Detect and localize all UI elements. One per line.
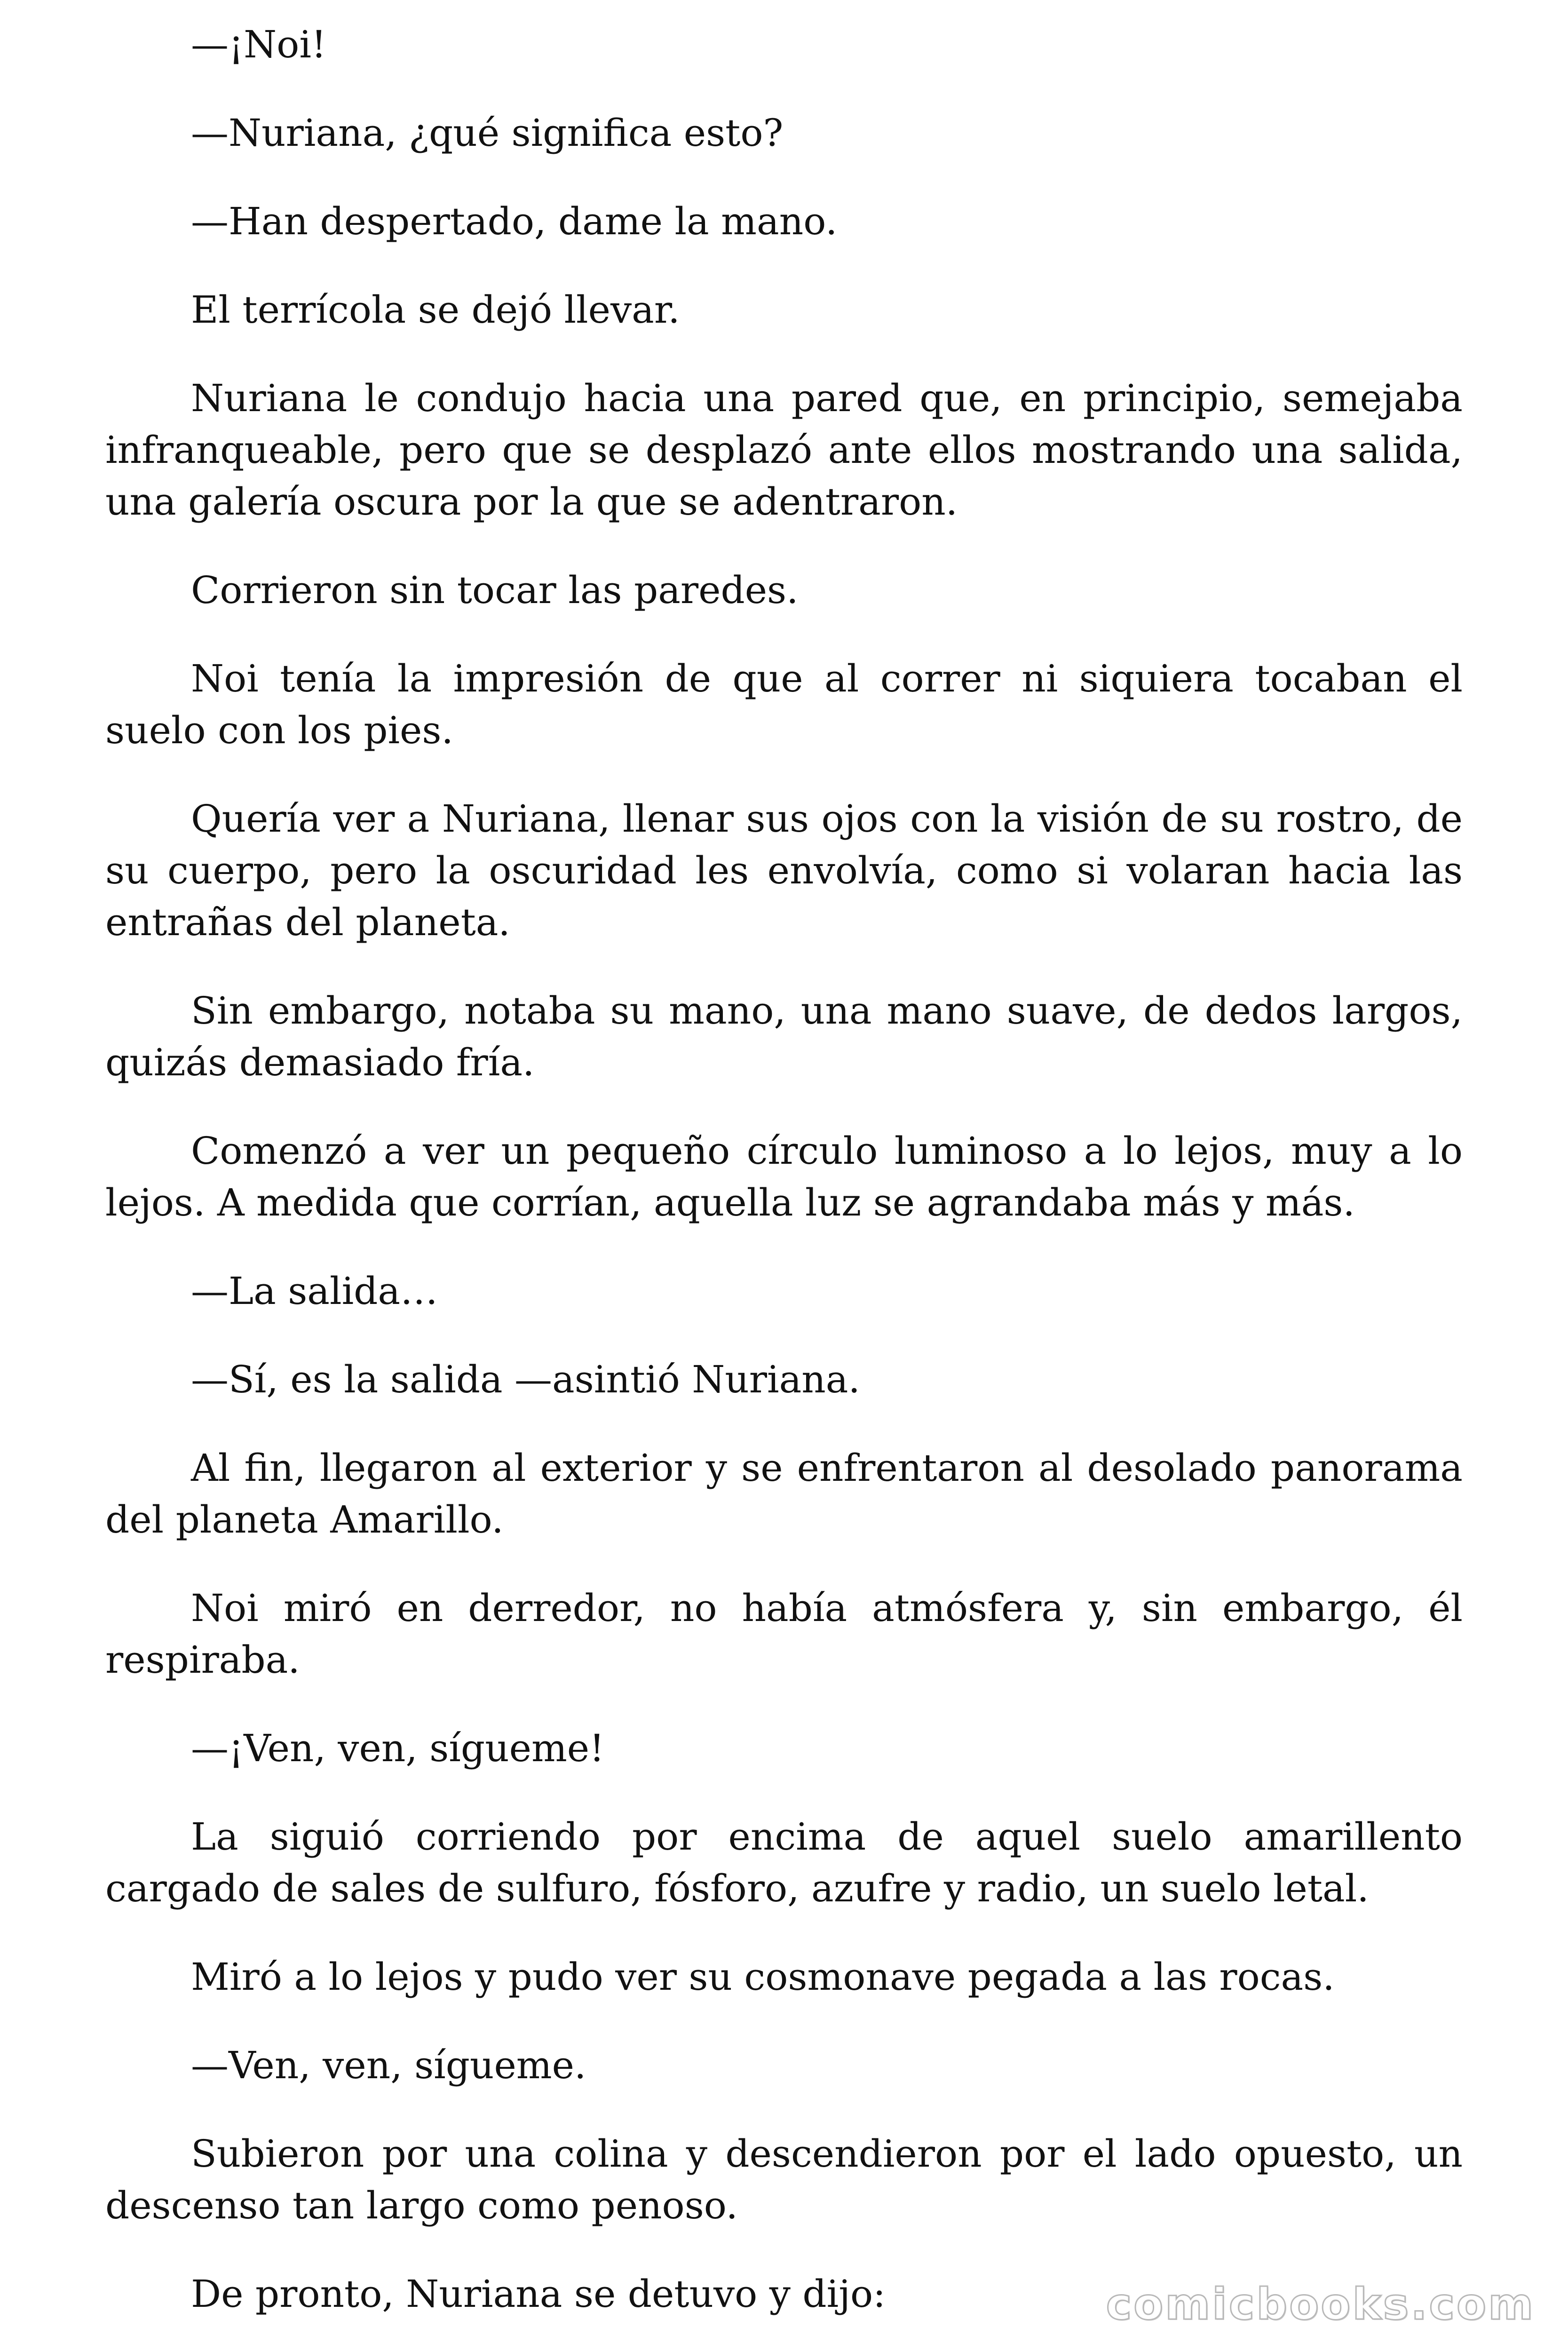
paragraph: La siguió corriendo por encima de aquel suelo amarillento cargado de sales de sulfuro, fósforo, azufre y radio, un suelo letal. <box>105 1815 1463 1910</box>
watermark: comicbooks.com <box>1106 2279 1535 2329</box>
paragraph: —¡Noi! <box>191 23 327 66</box>
paragraph: —¡Ven, ven, sígueme! <box>191 1726 605 1770</box>
paragraph: —Sí, es la salida —asintió Nuriana. <box>191 1358 860 1401</box>
paragraph: Comenzó a ver un pequeño círculo luminoso a lo lejos, muy a lo lejos. A medida que corrían, aquella luz se agrandaba más y más. <box>105 1129 1463 1224</box>
paragraph: —Han despertado, dame la mano. <box>191 199 838 243</box>
paragraph: —Ven, ven, sígueme. <box>191 2043 586 2087</box>
paragraph: Noi tenía la impresión de que al correr ni siquiera tocaban el suelo con los pies. <box>105 657 1463 752</box>
paragraph: Al fin, llegaron al exterior y se enfrentaron al desolado panorama del planeta Amarillo. <box>105 1446 1463 1542</box>
paragraph: El terrícola se dejó llevar. <box>191 288 680 332</box>
page-body <box>105 19 1463 2352</box>
paragraph: —La salida… <box>191 1269 438 1313</box>
paragraph: Miró a lo lejos y pudo ver su cosmonave pegada a las rocas. <box>191 1955 1335 1999</box>
paragraph: Corrieron sin tocar las paredes. <box>191 568 799 612</box>
paragraph: Noi miró en derredor, no había atmósfera y, sin embargo, él respiraba. <box>105 1586 1463 1682</box>
paragraph: —Nuriana, ¿qué significa esto? <box>191 111 784 155</box>
paragraph: Nuriana le condujo hacia una pared que, en principio, semejaba infranqueable, pero que se desplazó ante ellos mostrando una salida, una galería oscura por la que se adentraron. <box>105 376 1463 524</box>
paragraph: De pronto, Nuriana se detuvo y dijo: <box>191 2272 886 2316</box>
paragraph: Quería ver a Nuriana, llenar sus ojos con la visión de su rostro, de su cuerpo, pero la oscuridad les envolvía, como si volaran hacia las entrañas del planeta. <box>105 797 1463 944</box>
paragraph: Subieron por una colina y descendieron por el lado opuesto, un descenso tan largo como penoso. <box>105 2132 1463 2227</box>
paragraph: Sin embargo, notaba su mano, una mano suave, de dedos largos, quizás demasiado fría. <box>105 989 1463 1084</box>
